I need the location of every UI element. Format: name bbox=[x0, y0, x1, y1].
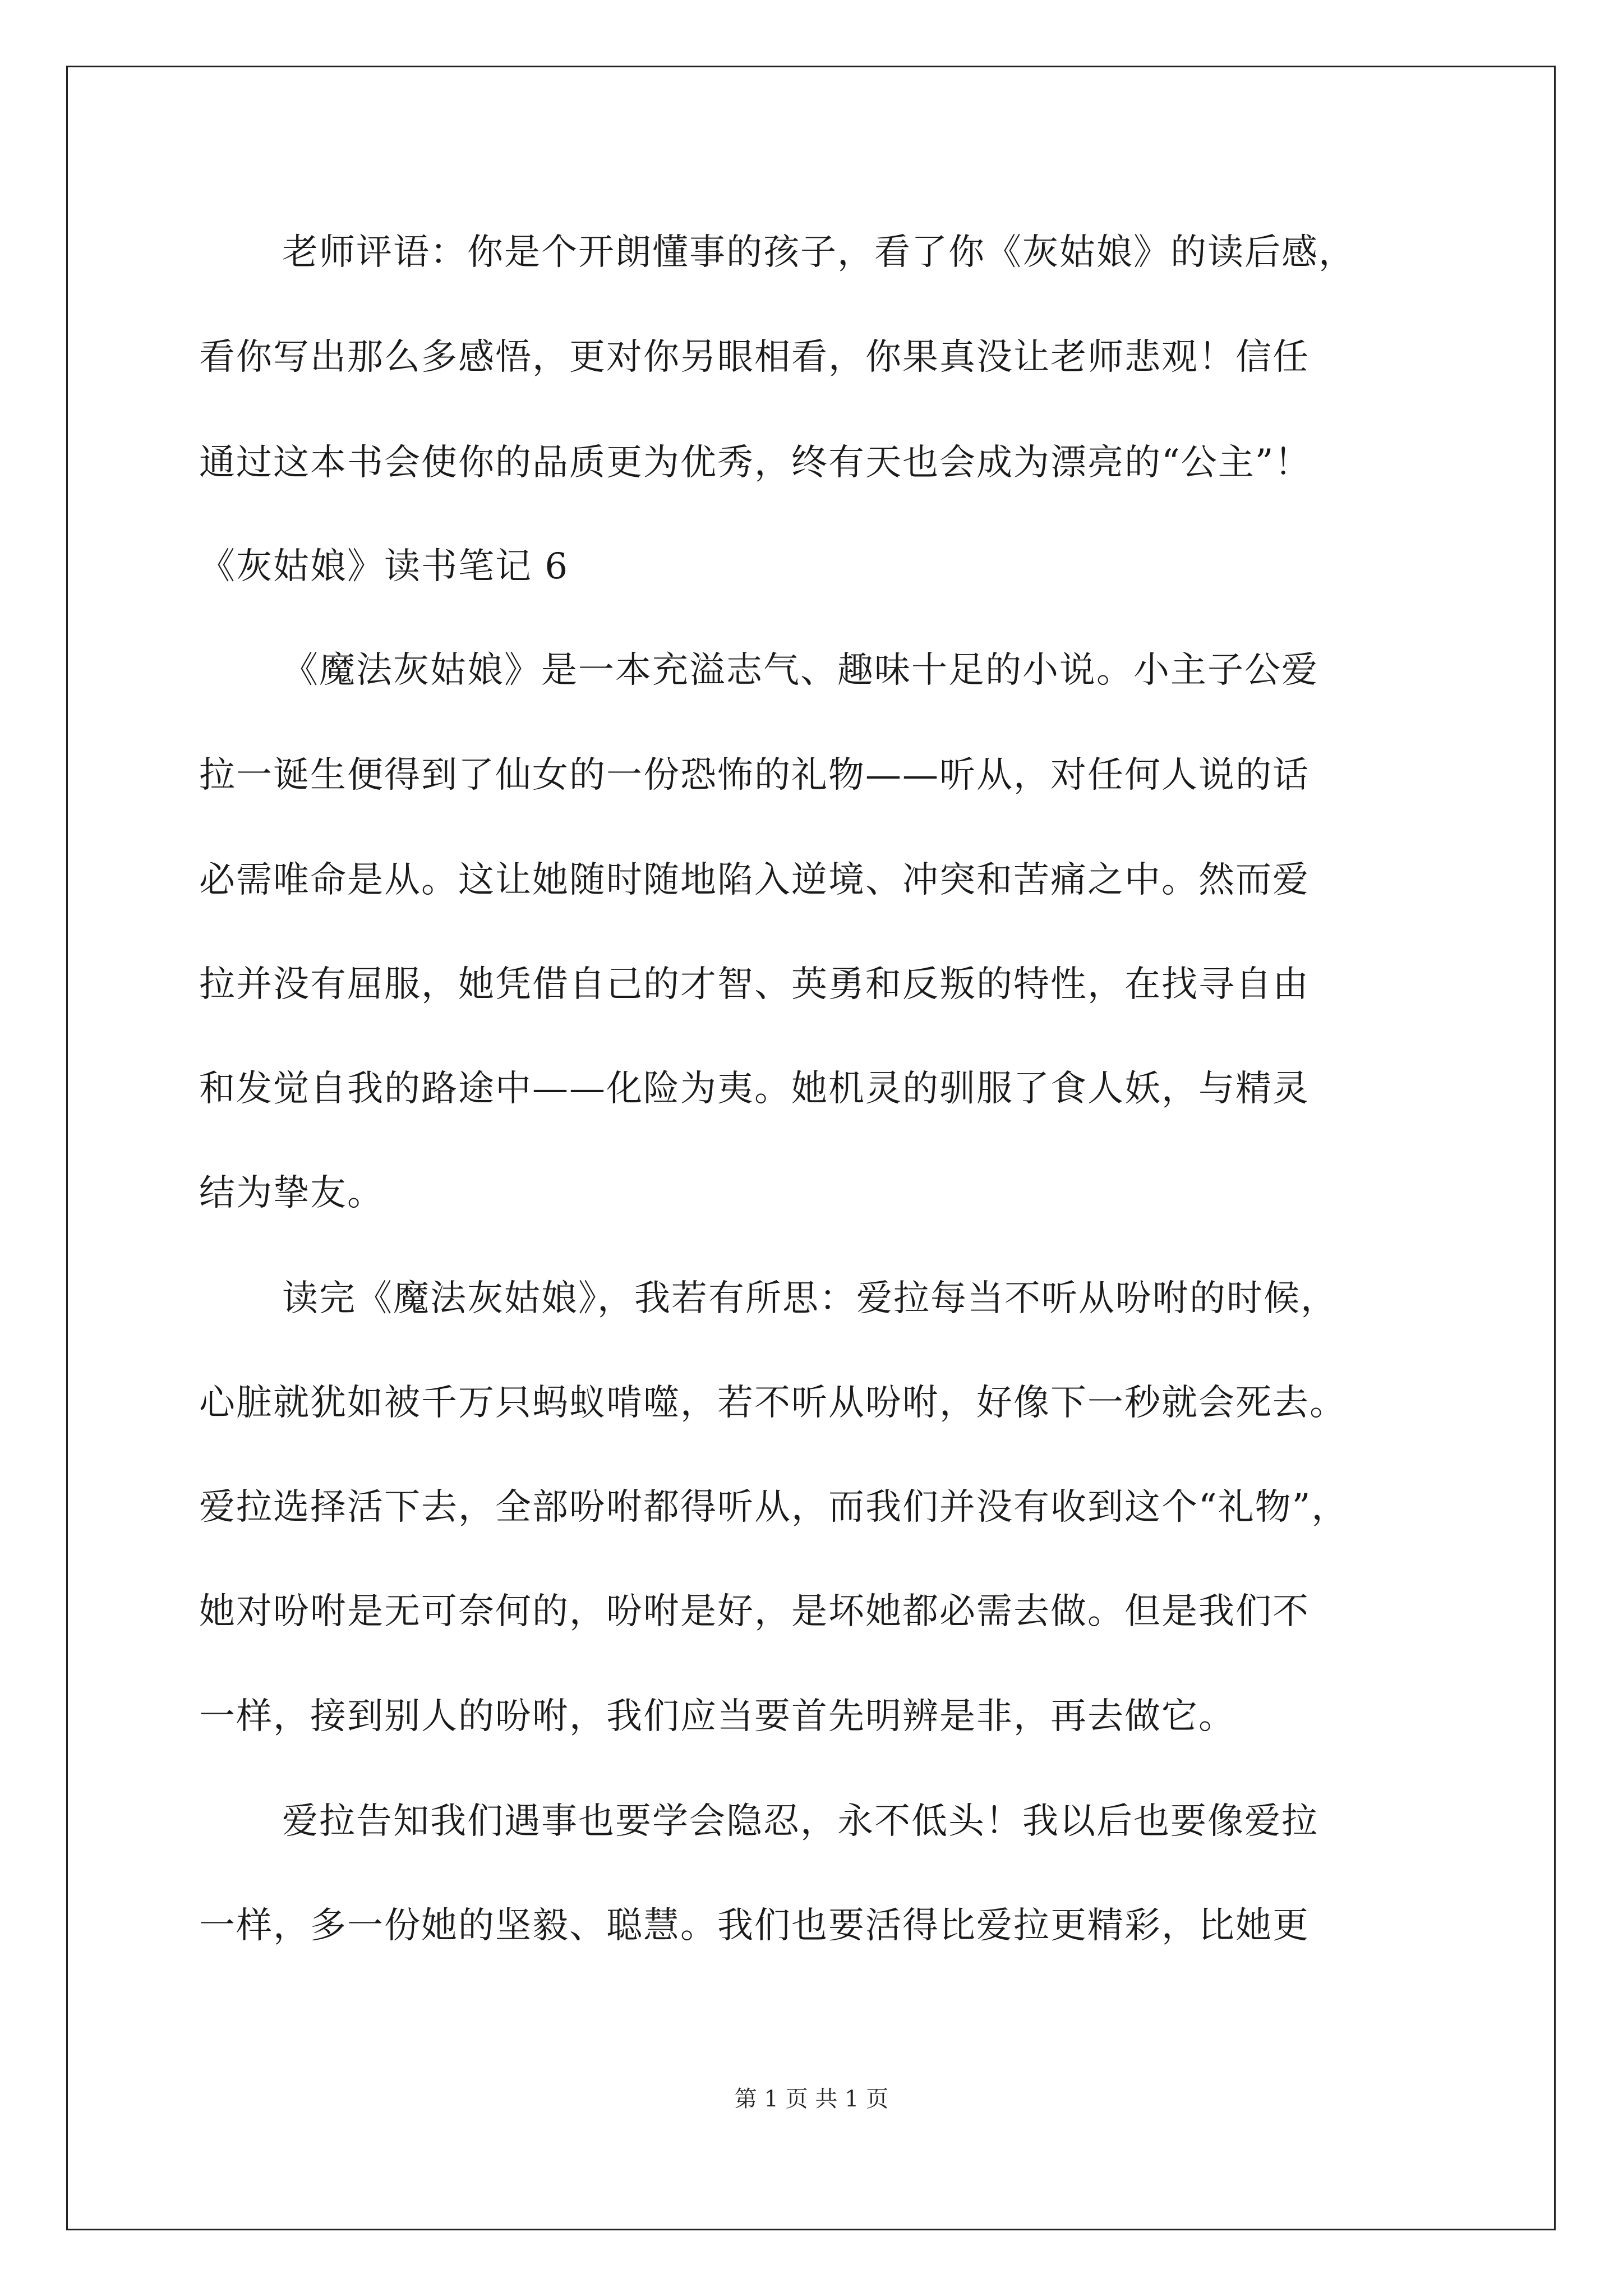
text-line: 心脏就犹如被千万只蚂蚁啃噬，若不听从吩咐，好像下一秒就会死去。 bbox=[199, 1382, 1347, 1424]
text-line: 通过这本书会使你的品质更为优秀，终有天也会成为漂亮的“公主”！ bbox=[199, 442, 1312, 484]
text-line: 《魔法灰姑娘》是一本充溢志气、趣味十足的小说。小主子公爱 bbox=[282, 650, 1318, 691]
text-line: 爱拉告知我们遇事也要学会隐忍，永不低头！我以后也要像爱拉 bbox=[282, 1801, 1318, 1842]
text-line: 拉并没有屈服，她凭借自己的才智、英勇和反叛的特性，在找寻自由 bbox=[199, 964, 1310, 1005]
text-line: 读完《魔法灰姑娘》，我若有所思：爱拉每当不听从吩咐的时候， bbox=[282, 1278, 1338, 1319]
text-line: 她对吩咐是无可奈何的，吩咐是好，是坏她都必需去做。但是我们不 bbox=[199, 1591, 1310, 1632]
text-line: 老师评语：你是个开朗懂事的孩子，看了你《灰姑娘》的读后感， bbox=[282, 232, 1355, 273]
text-line: 一样，接到别人的吩咐，我们应当要首先明辨是非，再去做它。 bbox=[199, 1696, 1235, 1737]
text-line: 拉一诞生便得到了仙女的一份恐怖的礼物——听从，对任何人说的话 bbox=[199, 754, 1310, 796]
text-line: 必需唯命是从。这让她随时随地陷入逆境、冲突和苦痛之中。然而爱 bbox=[199, 859, 1310, 901]
text-line: 看你写出那么多感悟，更对你另眼相看，你果真没让老师悲观！信任 bbox=[199, 337, 1310, 378]
text-line: 结为挚友。 bbox=[199, 1172, 384, 1214]
section-heading: 《灰姑娘》读书笔记 6 bbox=[199, 546, 569, 587]
text-line: 爱拉选择活下去，全部吩咐都得听从，而我们并没有收到这个“礼物”， bbox=[199, 1487, 1349, 1528]
text-line: 和发觉自我的路途中——化险为夷。她机灵的驯服了食人妖，与精灵 bbox=[199, 1068, 1310, 1110]
page-number: 第 1 页 共 1 页 bbox=[734, 2086, 889, 2112]
text-line: 一样，多一份她的坚毅、聪慧。我们也要活得比爱拉更精彩，比她更 bbox=[199, 1905, 1310, 1947]
